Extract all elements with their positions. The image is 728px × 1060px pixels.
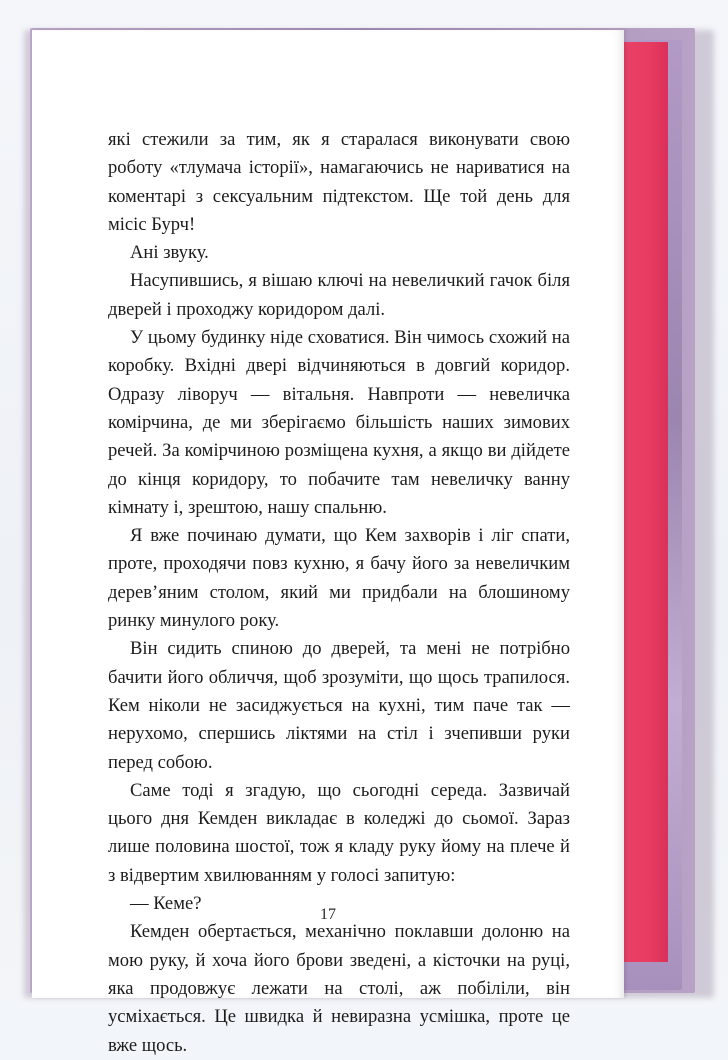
paragraph-7: Саме тоді я згадую, що сьогодні середа. Зазвичай цього дня Кемден викладає в коледжі до сьомої. Зараз лише половина шостої, тож я кладу руку йому на плече й з відвертим хвилюванням у голосі запитую:	[108, 779, 570, 886]
paragraph-3: Насупившись, я вішаю ключі на невеличкий гачок біля дверей і проходжу коридором далі.	[108, 270, 570, 320]
paragraph-4: У цьому будинку ніде сховатися. Він чимось схожий на коробку. Вхідні двері відчиняються в довгий коридор. Одразу ліворуч — вітальня. Навпроти — невеличка комірчина, де ми зберігаємо більшість наших зимових речей. За комірчиною розміщена кухня, а якщо ви дійдете до кінця коридору, то побачите там невеличку ванну кімнату і, зрештою, нашу спальню.	[108, 327, 570, 518]
paragraph-1: які стежили за тим, як я старалася виконувати свою роботу «тлумача історії», намагаючись не нариватися на коментарі з сексуальним підтекстом. Ще той день для місіс Бурч!	[108, 129, 570, 235]
page-number: 17	[320, 906, 336, 923]
paragraph-5: Я вже починаю думати, що Кем захворів і ліг спати, проте, проходячи повз кухню, я бачу його за невеличким дерев’яним столом, який ми придбали на блошиному ринку минулого року.	[108, 525, 570, 632]
paragraph-9: Кемден обертається, механічно поклавши долоню на мою руку, й хоча його брови зведені, а кісточки на руці, яка продовжує лежати на столі, аж побіліли, він усміхається. Це швидка й невиразна усмішка, проте це вже щось.	[108, 921, 570, 1056]
book-page	[32, 30, 624, 1056]
paragraph-8: — Кеме?	[130, 893, 202, 915]
paragraph-2: Ані звуку.	[130, 242, 209, 264]
book-page-edge-pink	[618, 42, 668, 962]
paragraph-6: Він сидить спиною до дверей, та мені не потрібно бачити його обличчя, щоб зрозуміти, що щось трапилося. Кем ніколи не засиджується на кухні, тим паче так — нерухомо, спершись ліктями на стіл і зчепивши руки перед собою.	[108, 638, 570, 773]
